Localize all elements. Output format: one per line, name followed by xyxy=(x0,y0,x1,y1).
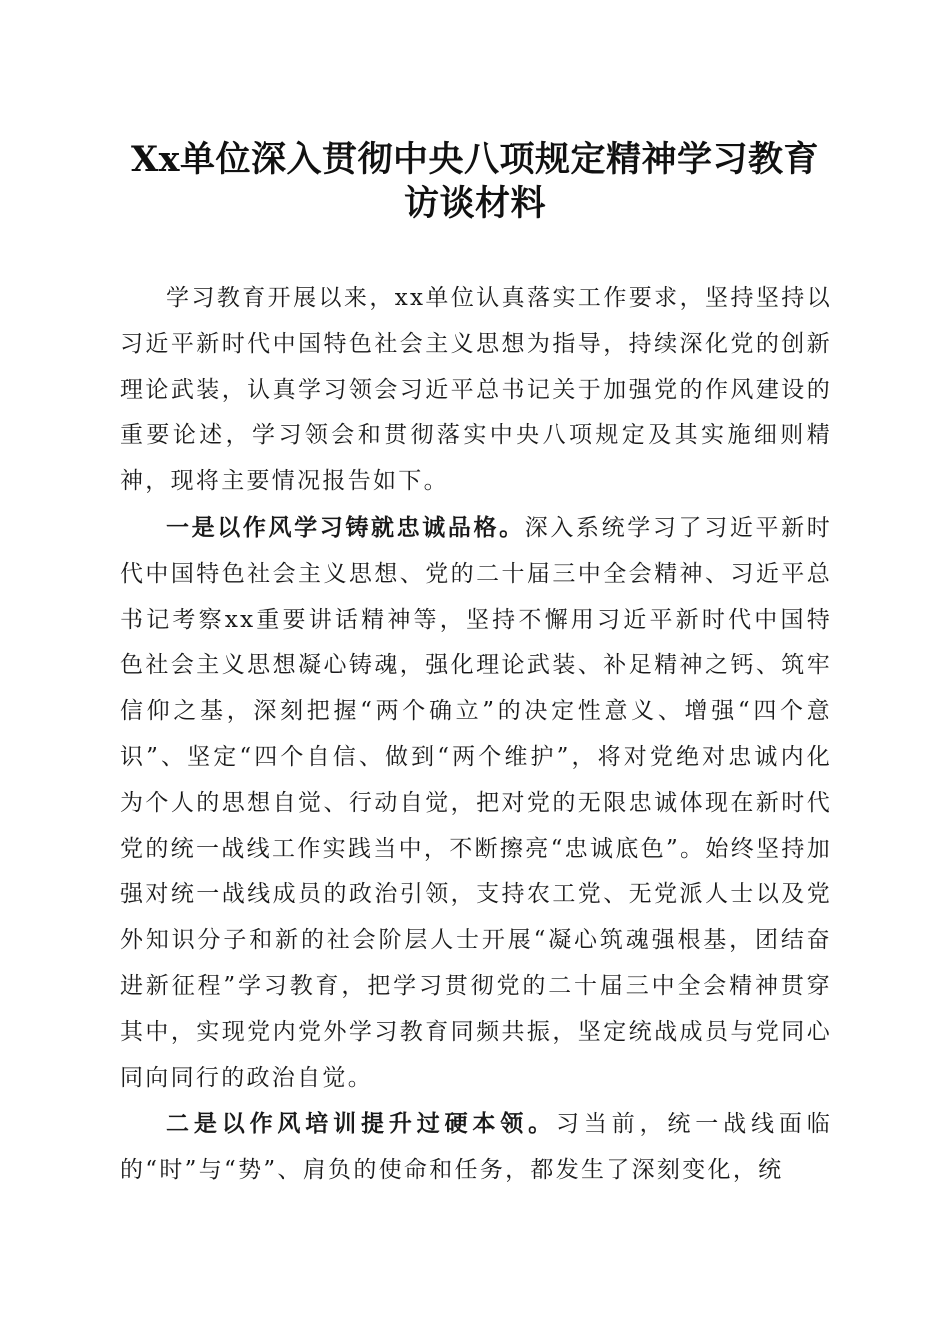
paragraph-text: 习当前，统一战线面临的“时”与“势”、肩负的使命和任务，都发生了深刻变化，统 xyxy=(120,1111,833,1184)
paragraph-lead: 二是以作风培训提升过硬本领。 xyxy=(166,1110,556,1138)
document-title xyxy=(0,138,950,226)
paragraph-point-2 xyxy=(120,1101,832,1194)
paragraph-point-1 xyxy=(120,505,832,1101)
title-line-2: 访谈材料 xyxy=(403,183,546,224)
paragraph-text: 学习教育开展以来，xx单位认真落实工作要求，坚持坚持以习近平新时代中国特色社会主义思想为指导，持续深化党的创新理论武装，认真学习领会习近平总书记关于加强党的作风建设的重要论述，学习领会和贯彻落实中央八项规定及其实施细则精神，现将主要情况报告如下。 xyxy=(120,285,832,495)
title-line-1: Xx单位深入贯彻中央八项规定精神学习教育 xyxy=(130,139,820,180)
paragraph-text: 深入系统学习了习近平新时代中国特色社会主义思想、党的二十届三中全会精神、习近平总书记考察xx重要讲话精神等，坚持不懈用习近平新时代中国特色社会主义思想凝心铸魂，强化理论武装、补足精神之钙、筑牢信仰之基，深刻把握“两个确立”的决定性意义、增强“四个意识”、坚定“四个自信、做到“两个维护”，将对党绝对忠诚内化为个人的思想自觉、行动自觉，把对党的无限忠诚体现在新时代党的统一战线工作实践当中，不断擦亮“忠诚底色”。始终坚持加强对统一战线成员的政治引领，支持农工党、无党派人士以及党外知识分子和新的社会阶层人士开展“凝心筑魂强根基，团结奋进新征程”学习教育，把学习贯彻党的二十届三中全会精神贯穿其中，实现党内党外学习教育同频共振，坚定统战成员与党同心同向同行的政治自觉。 xyxy=(120,514,832,1091)
paragraph-lead: 一是以作风学习铸就忠诚品格。 xyxy=(166,513,525,541)
document-body xyxy=(120,276,832,1194)
paragraph-intro xyxy=(120,276,832,505)
